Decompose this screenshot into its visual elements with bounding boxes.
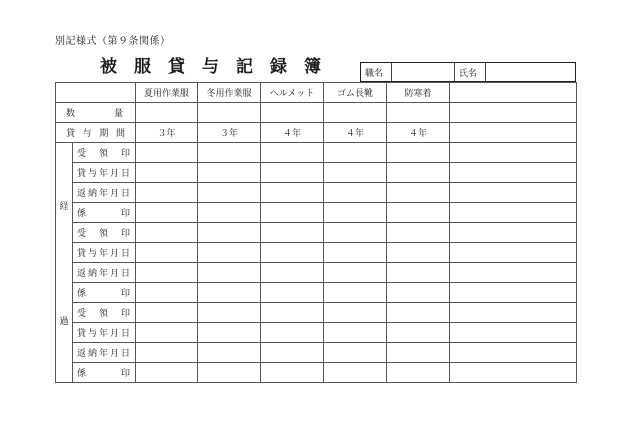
label-char: 年 [98,269,108,279]
name-header-box [360,62,576,82]
label-char: 期 [99,129,109,139]
cell[interactable] [450,303,577,323]
row-label-clerk-seal [73,363,136,383]
row-label-clerk-seal [73,283,136,303]
cell[interactable] [261,203,324,223]
cell[interactable] [261,283,324,303]
history-row [56,243,577,263]
label-char: 返 [77,269,87,279]
column-header: ゴム長靴 [324,83,387,103]
label-char: 印 [120,289,130,299]
label-char: 数 [66,109,76,119]
label-char: 領 [98,229,108,239]
label-char: 貸 [77,169,87,179]
label-char: 日 [120,269,130,279]
cell[interactable] [450,143,577,163]
cell[interactable] [136,223,198,243]
history-row [56,143,577,163]
cell[interactable] [387,303,450,323]
label-char: 返 [77,189,87,199]
title-char: 被 [100,57,123,77]
cell[interactable] [198,163,261,183]
label-char: 納 [87,349,97,359]
cell[interactable] [261,103,324,123]
cell[interactable] [324,363,387,383]
cell[interactable] [261,243,324,263]
name-label: 氏名 [455,63,486,81]
label-char: 係 [77,369,87,379]
cell[interactable] [387,283,450,303]
label-char: 日 [120,349,130,359]
loan-record-table [55,82,577,383]
history-row [56,223,577,243]
row-label-clerk-seal [73,203,136,223]
title-char: 録 [270,57,293,77]
period-value: ４年 [387,123,450,143]
label-char: 印 [120,229,130,239]
cell[interactable] [136,163,198,183]
cell[interactable] [198,343,261,363]
history-row [56,303,577,323]
cell[interactable] [198,243,261,263]
cell[interactable] [387,343,450,363]
label-char: 年 [98,249,108,259]
label-char: 返 [77,349,87,359]
column-header [450,83,577,103]
cell[interactable] [450,363,577,383]
label-char: 日 [120,249,130,259]
cell[interactable] [198,283,261,303]
label-char: 貸 [66,129,76,139]
label-char: 間 [115,129,125,139]
row-label-return-date [73,343,136,363]
row-label-return-date [73,263,136,283]
cell[interactable] [387,323,450,343]
history-row [56,283,577,303]
cell[interactable] [450,283,577,303]
label-char: 印 [120,369,130,379]
cell[interactable] [136,283,198,303]
column-header-row [56,83,577,103]
label-char: 量 [113,109,123,119]
cell[interactable] [387,363,450,383]
label-char: 与 [87,169,97,179]
cell[interactable] [387,223,450,243]
cell[interactable] [261,143,324,163]
cell[interactable] [324,103,387,123]
cell[interactable] [324,203,387,223]
history-row [56,343,577,363]
row-label-loan-date [73,323,136,343]
cell[interactable] [324,223,387,243]
label-char: 受 [77,229,87,239]
label-char: 年 [98,169,108,179]
cell[interactable] [324,263,387,283]
side-char: 過 [59,316,69,327]
label-char: 月 [109,349,119,359]
side-char: 経 [59,201,69,212]
cell[interactable] [450,243,577,263]
title-char: 服 [134,57,157,77]
cell[interactable] [387,143,450,163]
cell[interactable] [198,223,261,243]
cell[interactable] [450,263,577,283]
cell[interactable] [198,143,261,163]
cell[interactable] [324,143,387,163]
label-char: 年 [98,189,108,199]
period-value: ４年 [261,123,324,143]
cell[interactable] [136,143,198,163]
label-char: 貸 [77,329,87,339]
cell[interactable] [387,243,450,263]
label-char: 領 [98,149,108,159]
cell[interactable] [450,163,577,183]
cell[interactable] [261,343,324,363]
label-char: 領 [98,309,108,319]
cell[interactable] [387,103,450,123]
cell[interactable] [136,263,198,283]
label-char: 月 [109,329,119,339]
row-label-received [73,223,136,243]
label-char: 月 [109,169,119,179]
cell[interactable] [261,363,324,383]
cell[interactable] [261,223,324,243]
cell[interactable] [261,323,324,343]
label-char: 日 [120,329,130,339]
cell[interactable] [198,303,261,323]
cell[interactable] [136,183,198,203]
period-value: ４年 [324,123,387,143]
title-char: 貸 [168,57,191,77]
title-char: 簿 [304,57,327,77]
label-char: 日 [120,189,130,199]
history-row [56,203,577,223]
cell[interactable] [387,203,450,223]
cell[interactable] [450,343,577,363]
row-label-return-date [73,183,136,203]
cell[interactable] [261,183,324,203]
period-row [56,123,577,143]
cell[interactable] [261,163,324,183]
period-label [56,123,136,143]
cell[interactable] [450,103,577,123]
cell[interactable] [387,183,450,203]
history-row [56,363,577,383]
column-header: 夏用作業服 [136,83,198,103]
cell[interactable] [136,303,198,323]
cell[interactable] [198,323,261,343]
label-char: 月 [109,189,119,199]
cell[interactable] [324,343,387,363]
form-number: 別記様式（第９条関係） [55,36,171,47]
cell[interactable] [198,363,261,383]
cell[interactable] [387,263,450,283]
title-char: 記 [236,57,259,77]
history-row [56,183,577,203]
cell[interactable] [261,303,324,323]
post-field[interactable] [392,63,455,81]
history-row [56,163,577,183]
quantity-label [56,103,136,123]
history-row [56,323,577,343]
cell[interactable] [198,203,261,223]
label-char: 受 [77,149,87,159]
name-field[interactable] [486,63,575,81]
label-char: 印 [120,309,130,319]
cell[interactable] [450,183,577,203]
cell[interactable] [324,303,387,323]
cell[interactable] [324,163,387,183]
title-char: 与 [202,57,225,77]
column-header: 防寒着 [387,83,450,103]
cell[interactable] [136,363,198,383]
column-header: 冬用作業服 [198,83,261,103]
label-char: 納 [87,269,97,279]
label-char: 年 [98,349,108,359]
cell[interactable] [324,283,387,303]
label-char: 貸 [77,249,87,259]
label-char: 印 [120,149,130,159]
cell[interactable] [450,223,577,243]
cell[interactable] [450,203,577,223]
corner-cell [56,83,136,103]
history-side-label [56,143,73,383]
label-char: 月 [109,249,119,259]
cell[interactable] [136,103,198,123]
row-label-loan-date [73,243,136,263]
label-char: 納 [87,189,97,199]
label-char: 与 [87,329,97,339]
cell[interactable] [324,183,387,203]
label-char: 月 [109,269,119,279]
period-value: ３年 [198,123,261,143]
cell[interactable] [136,343,198,363]
post-label: 職名 [361,63,392,81]
label-char: 印 [120,209,130,219]
cell[interactable] [198,183,261,203]
cell[interactable] [198,263,261,283]
row-label-received [73,303,136,323]
row-label-received [73,143,136,163]
page-title [100,52,338,77]
cell[interactable] [136,203,198,223]
cell[interactable] [324,243,387,263]
label-char: 与 [82,129,92,139]
label-char: 日 [120,169,130,179]
cell[interactable] [261,263,324,283]
label-char: 係 [77,209,87,219]
cell[interactable] [387,163,450,183]
quantity-row [56,103,577,123]
cell[interactable] [324,323,387,343]
period-value: ３年 [136,123,198,143]
cell[interactable] [136,323,198,343]
history-row [56,263,577,283]
cell[interactable] [450,323,577,343]
period-value [450,123,577,143]
row-label-loan-date [73,163,136,183]
label-char: 年 [98,329,108,339]
cell[interactable] [198,103,261,123]
label-char: 受 [77,309,87,319]
cell[interactable] [136,243,198,263]
column-header: ヘルメット [261,83,324,103]
label-char: 係 [77,289,87,299]
label-char: 与 [87,249,97,259]
